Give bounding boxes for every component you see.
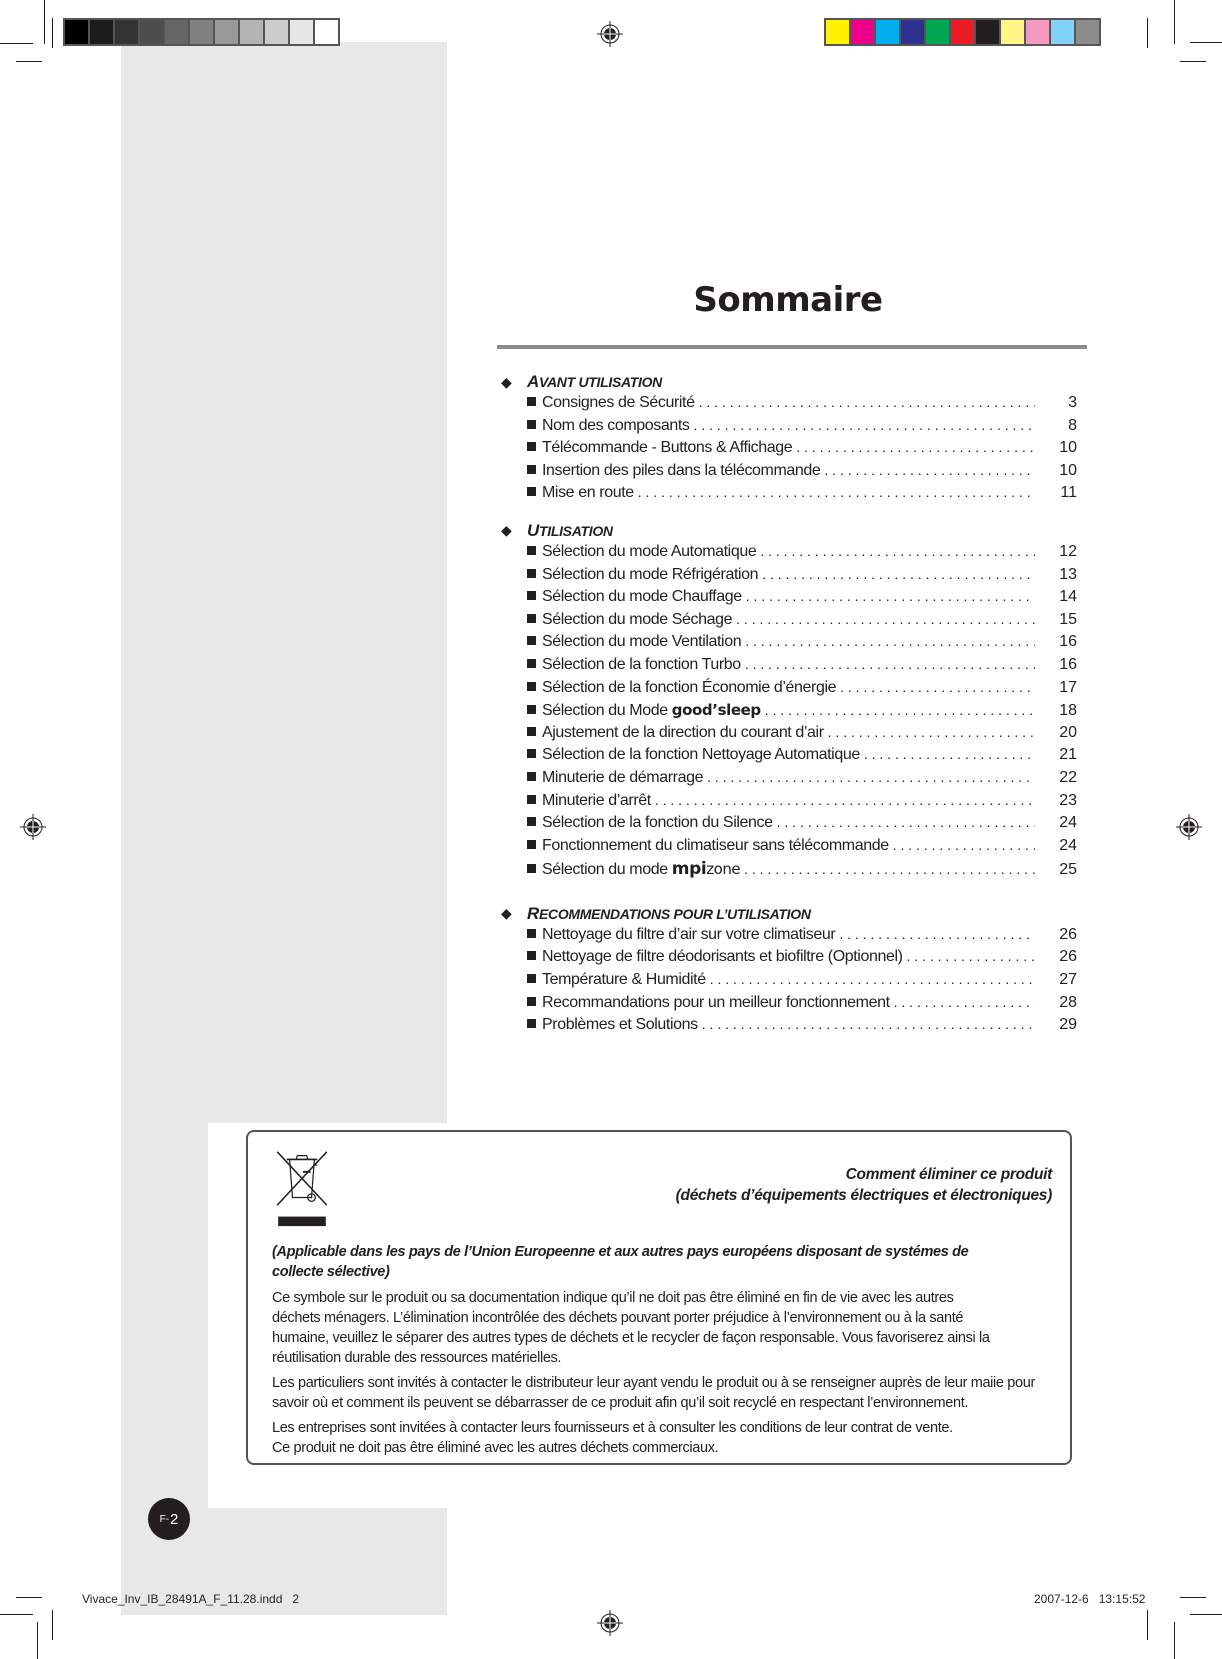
dot-leader xyxy=(702,1016,1035,1032)
toc-entry-label: Fonctionnement du climatiseur sans télécommande xyxy=(542,836,889,854)
grayscale-swatch xyxy=(140,20,163,44)
square-bullet-icon xyxy=(527,929,536,938)
toc-section-title: AVANT UTILISATION xyxy=(527,372,662,391)
toc-entry-label: Sélection de la fonction Économie d’énergie xyxy=(542,678,837,696)
grayscale-swatch xyxy=(215,20,238,44)
square-bullet-icon xyxy=(527,420,536,429)
crop-mark xyxy=(0,43,33,44)
toc-entry[interactable] xyxy=(497,769,1077,792)
registration-mark-icon xyxy=(1176,814,1202,840)
toc-entry-label: Nettoyage de filtre déodorisants et biofiltre (Optionnel) xyxy=(542,948,903,966)
weee-applicable-note: (Applicable dans les pays de l’Union Europeenne et aux autres pays européens disposant de systémes de collecte sélective) xyxy=(272,1244,969,1280)
dot-leader xyxy=(893,837,1035,853)
toc-entry[interactable] xyxy=(497,1016,1077,1039)
toc-entry[interactable] xyxy=(497,611,1077,634)
color-swatch xyxy=(851,20,874,44)
square-bullet-icon xyxy=(527,705,536,714)
square-bullet-icon xyxy=(527,840,536,849)
dot-leader xyxy=(777,814,1035,830)
color-swatch xyxy=(901,20,924,44)
square-bullet-icon xyxy=(527,442,536,451)
toc-entry-label: Minuterie de démarrage xyxy=(542,768,704,786)
toc-entry-label: Nom des composants xyxy=(542,416,690,434)
toc-entry-page: 15 xyxy=(1059,610,1077,628)
diamond-bullet-icon: ◆ xyxy=(501,373,512,390)
dot-leader xyxy=(796,439,1035,455)
crop-mark xyxy=(37,1622,38,1659)
toc-entry-label: Température & Humidité xyxy=(542,971,706,989)
toc-entry-page: 16 xyxy=(1059,655,1077,673)
weee-paragraph-3-line-2: Ce produit ne doit pas être éliminé avec les autres déchets commerciaux. xyxy=(272,1440,719,1456)
dot-leader xyxy=(907,948,1035,964)
toc-entry-page: 25 xyxy=(1059,861,1077,879)
square-bullet-icon xyxy=(527,636,536,645)
color-swatch xyxy=(826,20,849,44)
crop-mark xyxy=(1147,1610,1148,1640)
square-bullet-icon xyxy=(527,682,536,691)
toc-entry[interactable] xyxy=(497,971,1077,994)
toc-entry-label: Insertion des piles dans la télécommande xyxy=(542,461,821,479)
toc-entry-label: Recommandations pour un meilleur fonctionnement xyxy=(542,993,890,1011)
square-bullet-icon xyxy=(527,951,536,960)
grayscale-swatch xyxy=(265,20,288,44)
toc-entry[interactable] xyxy=(497,679,1077,702)
toc-entry-page: 14 xyxy=(1059,588,1077,606)
dot-leader xyxy=(746,588,1035,604)
toc-section xyxy=(497,902,1077,1039)
toc-entry[interactable] xyxy=(497,543,1077,566)
color-swatch xyxy=(1076,20,1099,44)
toc-entry-page: 20 xyxy=(1059,723,1077,741)
crop-mark xyxy=(1147,18,1148,48)
dot-leader xyxy=(762,566,1035,582)
gray-panel-left-strip xyxy=(121,1123,208,1508)
crop-mark xyxy=(1180,1597,1206,1598)
square-bullet-icon xyxy=(527,817,536,826)
grayscale-swatch xyxy=(165,20,188,44)
square-bullet-icon xyxy=(527,772,536,781)
square-bullet-icon xyxy=(527,591,536,600)
table-of-contents xyxy=(497,370,1077,1047)
weee-title-line-2: (déchets d’équipements électriques et électroniques) xyxy=(675,1187,1052,1204)
dot-leader xyxy=(745,633,1035,649)
weee-paragraph-1: Ce symbole sur le produit ou sa documentation indique qu’il ne doit pas être éliminé en fin de vie avec les autres déchets ménagers. L’élimination incontrôlée des déchets pouvant porter préjudice à l’environnement ou à la santé humaine, veuillez le séparer des autres types de déchets et le recycler de façon responsable. Vous favoriserez ainsi la réutilisation durable des ressources matérielles. xyxy=(272,1290,990,1366)
grayscale-calibration-bar xyxy=(63,18,340,46)
toc-entry-label: Sélection du mode mpizone xyxy=(542,859,741,880)
zone-logo: zone xyxy=(706,860,741,879)
toc-entry-page: 24 xyxy=(1059,836,1077,854)
dot-leader xyxy=(736,611,1035,627)
dot-leader xyxy=(694,417,1035,433)
color-swatch xyxy=(976,20,999,44)
title-divider xyxy=(497,345,1087,349)
toc-entry[interactable] xyxy=(497,439,1077,462)
toc-entry-page: 26 xyxy=(1059,948,1077,966)
toc-entry[interactable] xyxy=(497,948,1077,971)
registration-mark-icon xyxy=(597,1610,623,1636)
page-title: Sommaire xyxy=(693,280,883,320)
page-number-badge xyxy=(148,1498,190,1540)
dot-leader xyxy=(828,724,1035,740)
dot-leader xyxy=(707,769,1035,785)
toc-entry[interactable] xyxy=(497,814,1077,837)
toc-entry-page: 21 xyxy=(1059,746,1077,764)
crop-mark xyxy=(1190,1614,1222,1615)
toc-section-title: UTILISATION xyxy=(527,520,613,540)
grayscale-swatch xyxy=(240,20,263,44)
crop-mark xyxy=(16,1597,42,1598)
toc-entry[interactable] xyxy=(497,417,1077,440)
toc-entry-label: Sélection du mode Automatique xyxy=(542,542,757,560)
toc-entry-page: 12 xyxy=(1059,542,1077,560)
toc-entry[interactable] xyxy=(497,566,1077,589)
toc-section-heading xyxy=(497,370,1077,394)
mpi-logo: mpi xyxy=(671,859,707,880)
square-bullet-icon xyxy=(527,864,536,873)
grayscale-swatch xyxy=(90,20,113,44)
toc-entry-page: 17 xyxy=(1059,678,1077,696)
crop-mark xyxy=(1174,1622,1175,1659)
square-bullet-icon xyxy=(527,546,536,555)
toc-entry[interactable] xyxy=(497,394,1077,417)
toc-entry-label: Sélection du mode Chauffage xyxy=(542,588,742,606)
square-bullet-icon xyxy=(527,749,536,758)
toc-section-heading xyxy=(497,519,1077,543)
square-bullet-icon xyxy=(527,974,536,983)
square-bullet-icon xyxy=(527,465,536,474)
dot-leader xyxy=(894,994,1035,1010)
color-swatch xyxy=(926,20,949,44)
square-bullet-icon xyxy=(527,487,536,496)
goodsleep-logo: good’sleep xyxy=(671,701,761,720)
crop-mark xyxy=(1190,42,1222,43)
square-bullet-icon xyxy=(527,997,536,1006)
toc-entry-page: 3 xyxy=(1068,394,1077,411)
toc-entry-label: Sélection de la fonction du Silence xyxy=(542,814,773,832)
square-bullet-icon xyxy=(527,795,536,804)
toc-entry[interactable] xyxy=(497,926,1077,949)
weee-title-line-1: Comment éliminer ce produit xyxy=(845,1166,1052,1183)
toc-entry-page: 27 xyxy=(1059,971,1077,989)
dot-leader xyxy=(638,484,1035,500)
toc-entry-label: Sélection du Mode good’sleep xyxy=(542,701,761,720)
toc-section-heading xyxy=(497,902,1077,926)
color-swatch xyxy=(1026,20,1049,44)
color-swatch xyxy=(951,20,974,44)
color-swatch xyxy=(876,20,899,44)
dot-leader xyxy=(710,971,1035,987)
diamond-bullet-icon: ◆ xyxy=(501,905,512,922)
toc-entry[interactable] xyxy=(497,837,1077,860)
page-number: 2 xyxy=(170,1510,179,1528)
weee-paragraph-3 xyxy=(272,1418,1056,1458)
toc-entry-label: Sélection de la fonction Nettoyage Automatique xyxy=(542,746,860,764)
dot-leader xyxy=(744,861,1035,877)
toc-entry[interactable] xyxy=(497,588,1077,611)
toc-entry-page: 24 xyxy=(1059,814,1077,832)
dot-leader xyxy=(824,462,1035,478)
toc-entry-label: Télécommande - Buttons & Affichage xyxy=(542,439,793,457)
print-timestamp: 2007-12-6 13:15:52 xyxy=(1034,1592,1146,1606)
toc-entry[interactable] xyxy=(497,462,1077,485)
file-slug: Vivace_Inv_IB_28491A_F_11.28.indd 2 xyxy=(82,1592,300,1606)
diamond-bullet-icon: ◆ xyxy=(501,522,512,539)
dot-leader xyxy=(760,543,1035,559)
dot-leader xyxy=(839,926,1035,942)
toc-entry-label: Sélection du mode Ventilation xyxy=(542,633,742,651)
square-bullet-icon xyxy=(527,614,536,623)
registration-mark-icon xyxy=(597,21,623,47)
toc-entry-page: 22 xyxy=(1059,768,1077,786)
color-calibration-bar xyxy=(824,18,1101,46)
gray-panel-top xyxy=(121,42,447,1123)
toc-entry-label: Problèmes et Solutions xyxy=(542,1016,698,1034)
weee-body xyxy=(272,1242,1056,1458)
toc-entry-label: Minuterie d’arrêt xyxy=(542,791,651,809)
toc-entry-label: Sélection de la fonction Turbo xyxy=(542,655,741,673)
grayscale-swatch xyxy=(65,20,88,44)
crop-mark xyxy=(52,1610,53,1640)
color-swatch xyxy=(1051,20,1074,44)
weee-disposal-notice xyxy=(246,1130,1072,1465)
crop-mark xyxy=(1180,61,1206,62)
dot-leader xyxy=(840,679,1035,695)
toc-entry-page: 23 xyxy=(1059,791,1077,809)
square-bullet-icon xyxy=(527,727,536,736)
toc-entry-page: 10 xyxy=(1059,461,1077,479)
toc-entry-page: 11 xyxy=(1060,484,1077,502)
registration-mark-icon xyxy=(20,814,46,840)
square-bullet-icon xyxy=(527,569,536,578)
dot-leader xyxy=(864,746,1035,762)
grayscale-swatch xyxy=(315,20,338,44)
toc-entry-page: 8 xyxy=(1068,416,1077,434)
toc-entry[interactable] xyxy=(497,994,1077,1017)
grayscale-swatch xyxy=(115,20,138,44)
toc-entry-page: 18 xyxy=(1059,702,1077,720)
weee-title xyxy=(676,1164,1052,1206)
toc-section-title: RECOMMENDATIONS POUR L’UTILISATION xyxy=(527,903,811,923)
dot-leader xyxy=(655,792,1035,808)
dot-leader xyxy=(765,702,1035,718)
crop-mark xyxy=(16,61,42,62)
toc-section xyxy=(497,370,1077,507)
weee-paragraph-3-line-1: Les entreprises sont invitées à contacter leurs fournisseurs et à consulter les conditions de leur contrat de vente. xyxy=(272,1420,953,1436)
color-swatch xyxy=(1001,20,1024,44)
crop-mark xyxy=(0,1614,33,1615)
toc-entry-label: Sélection du mode Séchage xyxy=(542,610,733,628)
crop-mark xyxy=(1174,0,1175,44)
toc-section xyxy=(497,519,1077,882)
toc-entry-label: Ajustement de la direction du courant d’air xyxy=(542,723,824,741)
dot-leader xyxy=(745,656,1035,672)
dot-leader xyxy=(699,394,1035,410)
toc-entry-page: 29 xyxy=(1059,1016,1077,1034)
toc-entry[interactable] xyxy=(497,633,1077,656)
grayscale-swatch xyxy=(290,20,313,44)
page-number-prefix: F- xyxy=(159,1513,170,1525)
toc-entry[interactable] xyxy=(497,859,1077,882)
crossed-out-wheelie-bin-icon xyxy=(272,1148,332,1228)
crop-mark xyxy=(52,18,53,48)
square-bullet-icon xyxy=(527,397,536,406)
toc-entry-label: Mise en route xyxy=(542,484,634,502)
toc-entry[interactable] xyxy=(497,656,1077,679)
square-bullet-icon xyxy=(527,1019,536,1028)
toc-entry-label: Consignes de Sécurité xyxy=(542,394,695,411)
toc-entry-page: 16 xyxy=(1059,633,1077,651)
toc-entry[interactable] xyxy=(497,724,1077,747)
toc-entry-page: 10 xyxy=(1059,439,1077,457)
crop-mark xyxy=(44,0,45,44)
toc-entry-label: Sélection du mode Réfrigération xyxy=(542,565,759,583)
toc-entry-page: 28 xyxy=(1059,993,1077,1011)
toc-entry[interactable] xyxy=(497,746,1077,769)
square-bullet-icon xyxy=(527,659,536,668)
toc-entry-page: 26 xyxy=(1059,925,1077,943)
toc-entry-page: 13 xyxy=(1059,565,1077,583)
toc-entry[interactable] xyxy=(497,484,1077,507)
weee-paragraph-2: Les particuliers sont invités à contacter le distributeur leur ayant vendu le produit ou à se renseigner auprès de leur maiie pour savoir où et comment ils peuvent se débarrasser de ce produit afin qu’il soit recyclé en respectant l’environnement. xyxy=(272,1375,1035,1411)
grayscale-swatch xyxy=(190,20,213,44)
toc-entry-label: Nettoyage du filtre d’air sur votre climatiseur xyxy=(542,925,836,943)
toc-entry[interactable] xyxy=(497,701,1077,724)
toc-entry[interactable] xyxy=(497,792,1077,815)
